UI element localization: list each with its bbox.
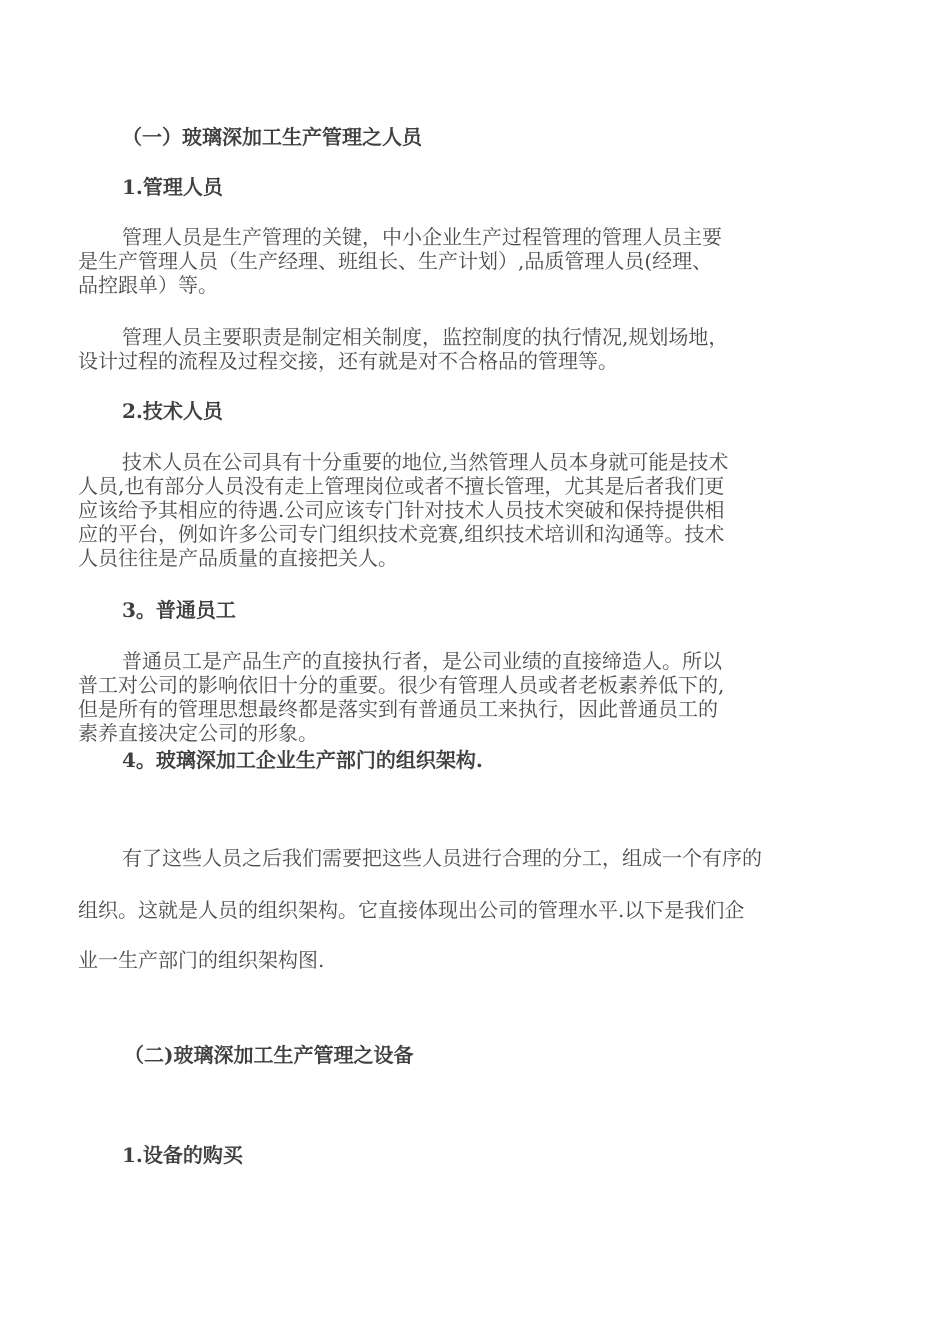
text-line: 品控跟单）等。: [78, 273, 218, 297]
text-line: 有了这些人员之后我们需要把这些人员进行合理的分工，组成一个有序的: [122, 846, 762, 870]
text-line: 技术人员在公司具有十分重要的地位,当然管理人员本身就可能是技术: [122, 450, 729, 474]
text-line: 应该给予其相应的待遇.公司应该专门针对技术人员技术突破和保持提供相: [78, 498, 725, 522]
paragraph-management-roles: [78, 225, 808, 297]
subheading-technical: 2.技术人员: [122, 399, 223, 423]
text-line: 人员,也有部分人员没有走上管理岗位或者不擅长管理，尤其是后者我们更: [78, 474, 725, 498]
subheading-equipment-purchase: 1.设备的购买: [122, 1143, 243, 1167]
subheading-management: 1.管理人员: [122, 175, 223, 199]
section-title-personnel: （一）玻璃深加工生产管理之人员: [122, 125, 422, 149]
subheading-org-structure: 4。玻璃深加工企业生产部门的组织架构.: [122, 748, 483, 772]
paragraph-technical: [78, 450, 808, 570]
text-line: 管理人员主要职责是制定相关制度，监控制度的执行情况,规划场地，: [122, 325, 729, 349]
text-line: 是生产管理人员（生产经理、班组长、生产计划）,品质管理人员(经理、: [78, 249, 713, 273]
text-line: 人员往往是产品质量的直接把关人。: [78, 546, 398, 570]
paragraph-management-duties: [78, 325, 808, 373]
text-line: 但是所有的管理思想最终都是落实到有普通员工来执行，因此普通员工的: [78, 697, 718, 721]
text-line: 业一生产部门的组织架构图.: [78, 948, 325, 972]
text-line: 普通员工是产品生产的直接执行者，是公司业绩的直接缔造人。所以: [122, 649, 722, 673]
text-line: 应的平台，例如许多公司专门组织技术竞赛,组织技术培训和沟通等。技术: [78, 522, 725, 546]
text-line: 设计过程的流程及过程交接，还有就是对不合格品的管理等。: [78, 349, 618, 373]
section-title-equipment: （二)玻璃深加工生产管理之设备: [124, 1043, 414, 1067]
text-line: 组织。这就是人员的组织架构。它直接体现出公司的管理水平.以下是我们企: [78, 898, 745, 922]
text-line: 素养直接决定公司的形象。: [78, 721, 318, 745]
subheading-general-staff: 3。普通员工: [122, 598, 236, 622]
paragraph-general-staff: [78, 649, 808, 745]
text-line: 普工对公司的影响依旧十分的重要。很少有管理人员或者老板素养低下的,: [78, 673, 725, 697]
text-line: 管理人员是生产管理的关键，中小企业生产过程管理的管理人员主要: [122, 225, 722, 249]
